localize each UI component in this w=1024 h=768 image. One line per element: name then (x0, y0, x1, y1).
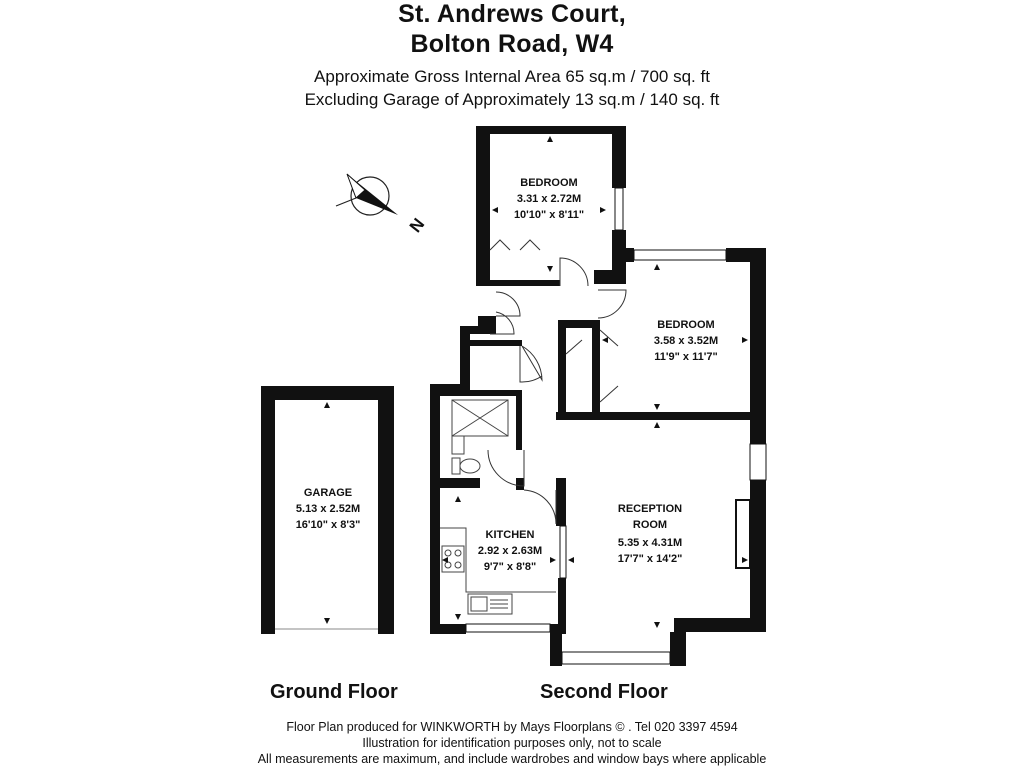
room-label-bedroom-2 (654, 319, 718, 363)
reception-name-line-2: ROOM (632, 519, 668, 531)
second-floor-walls (430, 126, 766, 666)
bedroom-1-metric: 3.31 x 2.72M (516, 193, 582, 205)
ground-floor-label: Ground Floor (270, 681, 398, 703)
bedroom-1-name: BEDROOM (520, 177, 578, 189)
room-label-garage (296, 487, 361, 531)
compass-north-label: N (405, 214, 429, 237)
garage-metric: 5.13 x 2.52M (295, 503, 361, 515)
room-label-kitchen (478, 529, 542, 573)
second-floor-label: Second Floor (540, 681, 668, 703)
footer-credit: Floor Plan produced for WINKWORTH by Mays Floorplans © . Tel 020 3397 4594 (286, 720, 738, 734)
bedroom-2-imperial: 11'9" x 11'7" (654, 351, 718, 363)
reception-metric: 5.35 x 4.31M (617, 537, 683, 549)
room-label-reception (618, 503, 683, 565)
bedroom-1-imperial: 10'10" x 8'11" (513, 209, 585, 221)
reception-imperial: 17'7" x 14'2" (617, 553, 683, 565)
kitchen-imperial: 9'7" x 8'8" (483, 561, 537, 573)
reception-name-line-1: RECEPTION (617, 503, 683, 515)
room-label-bedroom-1 (514, 177, 584, 221)
north-compass-icon (336, 174, 428, 236)
bedroom-2-name: BEDROOM (657, 319, 715, 331)
fixtures (440, 400, 556, 614)
kitchen-name: KITCHEN (485, 529, 535, 541)
area-line-2: Excluding Garage of Approximately 13 sq.m / 140 sq. ft (304, 90, 720, 109)
area-line-1: Approximate Gross Internal Area 65 sq.m / 700 sq. ft (314, 67, 710, 86)
kitchen-metric: 2.92 x 2.63M (477, 545, 543, 557)
garage-name: GARAGE (303, 487, 353, 499)
address-line-1: St. Andrews Court, (398, 0, 626, 28)
address-line-2: Bolton Road, W4 (410, 30, 614, 58)
bedroom-2-metric: 3.58 x 3.52M (653, 335, 719, 347)
footer-disclaimer: Illustration for identification purposes only, not to scale (362, 736, 662, 750)
footer-measurements-note: All measurements are maximum, and include wardrobes and window bays where applicable (257, 752, 767, 766)
garage-imperial: 16'10" x 8'3" (295, 519, 361, 531)
